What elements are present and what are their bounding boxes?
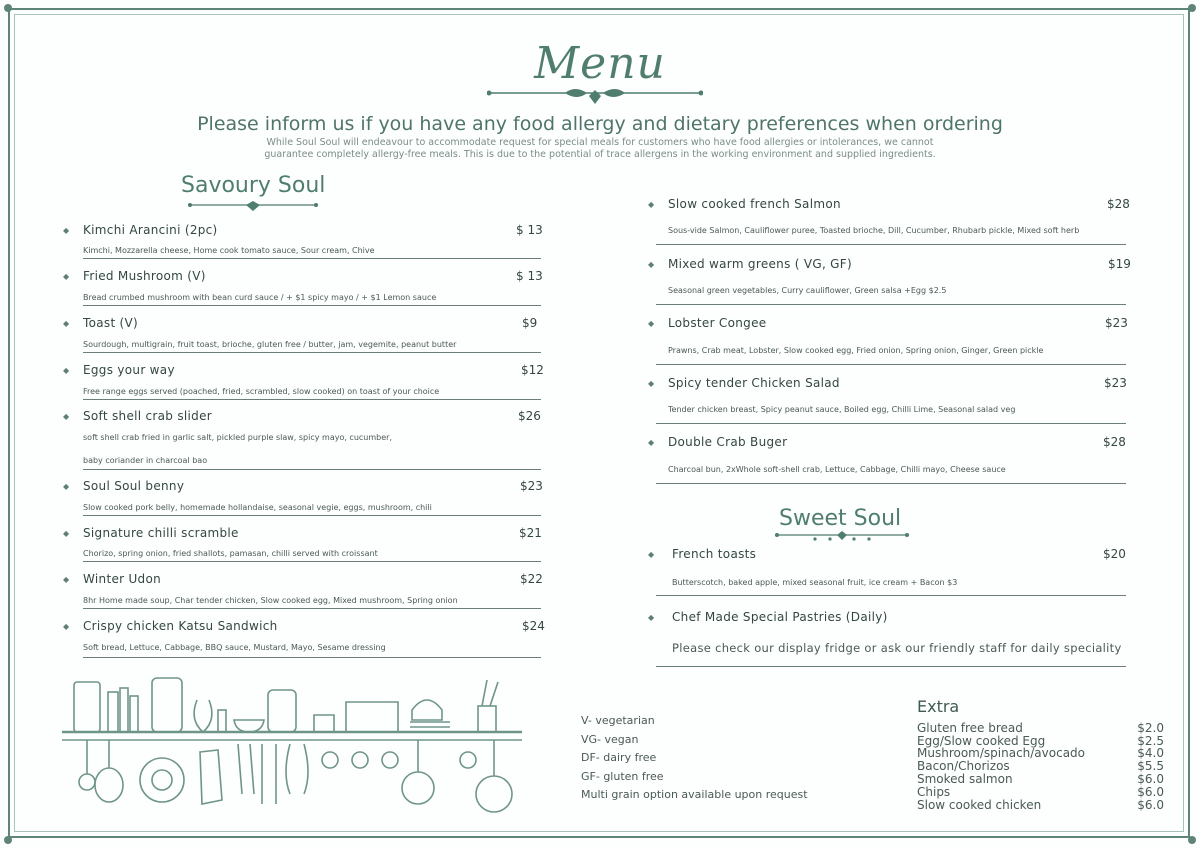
item-description: Butterscotch, baked apple, mixed seasonal fruit, ice cream + Bacon $3 xyxy=(672,578,958,587)
item-name: Kimchi Arancini (2pc) xyxy=(83,223,218,237)
divider xyxy=(656,483,1126,484)
item-name: Slow cooked french Salmon xyxy=(668,197,841,211)
item-price: $23 xyxy=(1104,376,1127,390)
extra-item-price: $6.0 xyxy=(1137,798,1164,812)
extra-item xyxy=(917,721,1164,734)
item-name: Soul Soul benny xyxy=(83,479,185,493)
divider xyxy=(656,666,1126,667)
item-price: $ 13 xyxy=(516,223,543,237)
divider xyxy=(656,364,1126,365)
item-description: Sourdough, multigrain, fruit toast, brioche, gluten free / butter, jam, vegemite, peanut butter xyxy=(83,340,457,349)
divider xyxy=(656,304,1126,305)
item-name: Fried Mushroom (V) xyxy=(83,269,206,283)
item-description: Chorizo, spring onion, fried shallots, pamasan, chilli served with croissant xyxy=(83,549,378,558)
item-name: Mixed warm greens ( VG, GF) xyxy=(668,257,852,271)
item-description: Prawns, Crab meat, Lobster, Slow cooked egg, Fried onion, Spring onion, Ginger, Green pickle xyxy=(668,346,1044,355)
corner-dot xyxy=(1188,4,1196,12)
bullet-icon: ◆ xyxy=(648,379,655,388)
bullet-icon: ◆ xyxy=(63,366,70,375)
extra-item-name: Mushroom/spinach/avocado xyxy=(917,746,1086,760)
item-price: $23 xyxy=(520,479,543,493)
legend-item: DF- dairy free xyxy=(581,751,657,764)
extra-item-price: $6.0 xyxy=(1137,772,1164,786)
extra-item xyxy=(917,746,1164,759)
savoury-section-title: Savoury Soul xyxy=(181,173,326,198)
item-description: Sous-vide Salmon, Cauliflower puree, Toasted brioche, Dill, Cucumber, Rhubarb pickle, Mixed soft herb xyxy=(668,226,1080,235)
bullet-icon: ◆ xyxy=(648,613,655,622)
item-description: Kimchi, Mozzarella cheese, Home cook tomato sauce, Sour cream, Chive xyxy=(83,246,375,255)
bullet-icon: ◆ xyxy=(63,482,70,491)
allergy-note-line: While Soul Soul will endeavour to accommodate request for special meals for customers who have food allergies or intolerances, we cannot xyxy=(266,137,934,148)
extra-section-title: Extra xyxy=(917,697,960,716)
item-price: $ 13 xyxy=(516,269,543,283)
item-description: soft shell crab fried in garlic salt, pickled purple slaw, spicy mayo, cucumber, xyxy=(83,433,392,442)
bullet-icon: ◆ xyxy=(63,622,70,631)
divider xyxy=(83,469,541,470)
item-description: Free range eggs served (poached, fried, scrambled, slow cooked) on toast of your choice xyxy=(83,387,440,396)
legend-item: GF- gluten free xyxy=(581,769,664,783)
legend-item: VG- vegan xyxy=(581,732,639,746)
menu-title: Menu xyxy=(534,38,666,89)
bullet-icon: ◆ xyxy=(63,226,70,235)
allergy-note xyxy=(250,137,950,161)
divider xyxy=(83,352,541,353)
bullet-icon: ◆ xyxy=(648,550,655,559)
item-name: Crispy chicken Katsu Sandwich xyxy=(83,619,278,633)
item-description: Charcoal bun, 2xWhole soft-shell crab, Lettuce, Cabbage, Chilli mayo, Cheese sauce xyxy=(668,465,1006,474)
item-name: Soft shell crab slider xyxy=(83,409,212,423)
allergy-note-line: guarantee completely allergy-free meals. This is due to the potential of trace allergens in the working environment and supplied ingredients. xyxy=(264,149,936,160)
item-name: Spicy tender Chicken Salad xyxy=(668,376,840,390)
extra-item-price: $4.0 xyxy=(1137,746,1164,760)
bullet-icon: ◆ xyxy=(63,412,70,421)
extra-item-price: $6.0 xyxy=(1137,785,1164,799)
divider xyxy=(656,595,1126,596)
bullet-icon: ◆ xyxy=(648,319,655,328)
item-name: Lobster Congee xyxy=(668,316,767,330)
item-price: $24 xyxy=(522,619,545,633)
sweet-ornament-icon xyxy=(775,530,909,544)
item-name: Chef Made Special Pastries (Daily) xyxy=(672,610,888,624)
extra-item-name: Egg/Slow cooked Egg xyxy=(917,734,1046,748)
item-price: $28 xyxy=(1107,197,1130,211)
extra-item xyxy=(917,759,1164,772)
item-name: Double Crab Buger xyxy=(668,435,788,449)
savoury-ornament-icon xyxy=(188,199,318,215)
allergy-heading: Please inform us if you have any food allergy and dietary preferences when ordering xyxy=(197,113,1003,135)
item-price: $28 xyxy=(1103,435,1126,449)
corner-dot xyxy=(4,4,12,12)
extra-item-name: Bacon/Chorizos xyxy=(917,759,1010,773)
divider xyxy=(83,657,541,658)
item-price: $9 xyxy=(522,316,538,330)
bullet-icon: ◆ xyxy=(63,272,70,281)
divider xyxy=(83,608,541,609)
item-price: $19 xyxy=(1108,257,1131,271)
item-price: $12 xyxy=(521,363,544,377)
dietary-legend xyxy=(581,714,808,807)
corner-dot xyxy=(4,836,12,844)
divider xyxy=(83,399,541,400)
item-name: French toasts xyxy=(672,547,757,561)
extra-item-name: Gluten free bread xyxy=(917,721,1023,735)
extra-item xyxy=(917,772,1164,785)
item-description: baby coriander in charcoal bao xyxy=(83,456,208,465)
item-description: Soft bread, Lettuce, Cabbage, BBQ sauce, Mustard, Mayo, Sesame dressing xyxy=(83,643,386,652)
item-price: $26 xyxy=(518,409,541,423)
item-name: Winter Udon xyxy=(83,572,162,586)
item-description: Seasonal green vegetables, Curry cauliflower, Green salsa +Egg $2.5 xyxy=(668,286,947,295)
extra-item-price: $5.5 xyxy=(1137,759,1164,773)
extra-item-price: $2.0 xyxy=(1137,721,1164,735)
sweet-section-title: Sweet Soul xyxy=(779,506,902,531)
bullet-icon: ◆ xyxy=(63,575,70,584)
divider xyxy=(656,244,1126,245)
extra-item-name: Slow cooked chicken xyxy=(917,798,1042,812)
divider xyxy=(83,561,541,562)
item-description: Tender chicken breast, Spicy peanut sauce, Boiled egg, Chilli Lime, Seasonal salad veg xyxy=(668,405,1016,414)
bullet-icon: ◆ xyxy=(648,200,655,209)
item-price: $21 xyxy=(519,526,542,540)
item-description: Slow cooked pork belly, homemade hollandaise, seasonal vegie, eggs, mushroom, chili xyxy=(83,503,432,512)
extra-item xyxy=(917,798,1164,811)
extra-item-price: $2.5 xyxy=(1137,734,1164,748)
item-price: $20 xyxy=(1103,547,1126,561)
title-ornament-icon xyxy=(487,84,703,108)
corner-dot xyxy=(1188,836,1196,844)
item-description: Bread crumbed mushroom with bean curd sauce / + $1 spicy mayo / + $1 Lemon sauce xyxy=(83,293,437,302)
item-description: Please check our display fridge or ask our friendly staff for daily speciality xyxy=(672,641,1122,655)
extra-item-name: Chips xyxy=(917,785,951,799)
divider xyxy=(656,423,1126,424)
extra-item-name: Smoked salmon xyxy=(917,772,1013,786)
item-name: Signature chilli scramble xyxy=(83,526,239,540)
kitchen-sketch-illustration xyxy=(62,670,522,820)
divider xyxy=(83,305,541,306)
bullet-icon: ◆ xyxy=(648,260,655,269)
legend-item: V- vegetarian xyxy=(581,714,655,727)
item-price: $23 xyxy=(1105,316,1128,330)
bullet-icon: ◆ xyxy=(63,319,70,328)
item-description: 8hr Home made soup, Char tender chicken, Slow cooked egg, Mixed mushroom, Spring onion xyxy=(83,596,458,605)
item-name: Eggs your way xyxy=(83,363,175,377)
item-name: Toast (V) xyxy=(83,316,139,330)
divider xyxy=(83,515,541,516)
bullet-icon: ◆ xyxy=(63,529,70,538)
extra-item xyxy=(917,785,1164,798)
item-price: $22 xyxy=(520,572,543,586)
legend-item: Multi grain option available upon request xyxy=(581,788,808,801)
divider xyxy=(83,258,541,259)
bullet-icon: ◆ xyxy=(648,438,655,447)
